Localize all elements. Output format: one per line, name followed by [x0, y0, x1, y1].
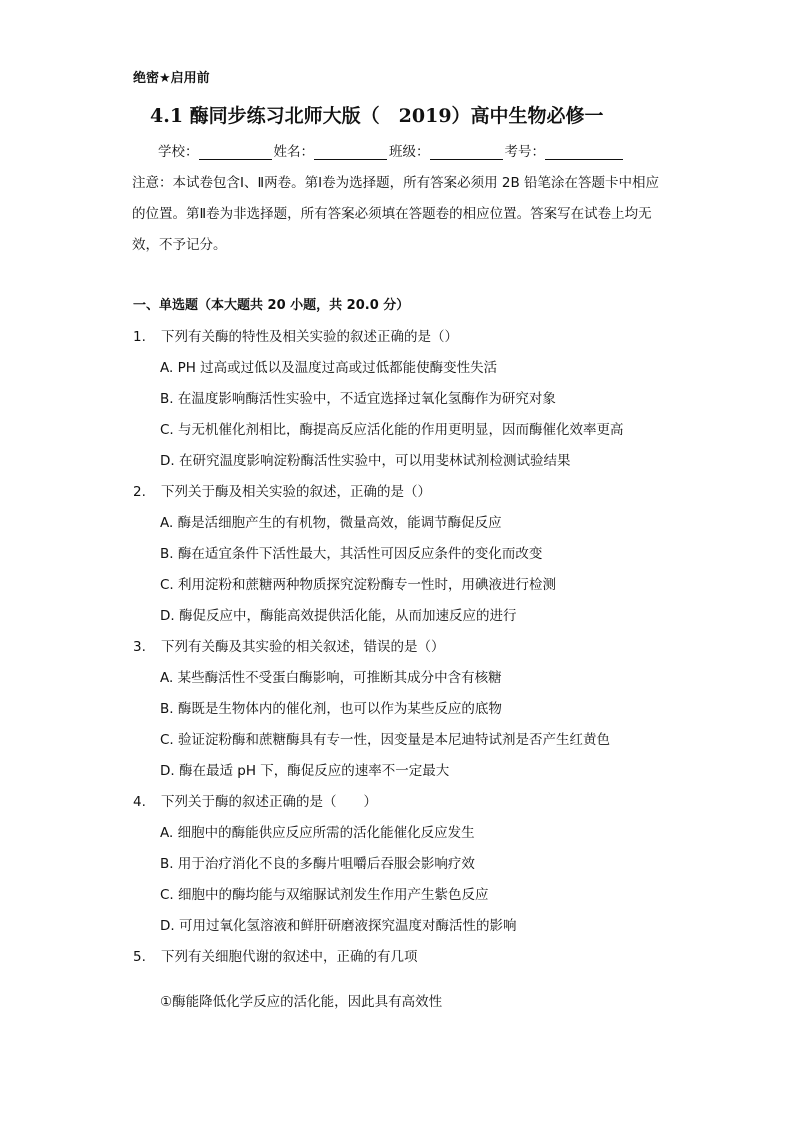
option-c[interactable]: C. 细胞中的酶均能与双缩脲试剂发生作用产生紫色反应	[160, 887, 489, 903]
option-d[interactable]: D. 可用过氧化氢溶液和鲜肝研磨液探究温度对酶活性的影响	[160, 918, 517, 934]
question-5	[133, 942, 673, 1018]
student-info-line	[158, 140, 625, 160]
question-stem: 下列有关酶及其实验的相关叙述，错误的是（）	[161, 639, 445, 655]
option-a[interactable]: A. PH 过高或过低以及温度过高或过低都能使酶变性失活	[160, 360, 498, 376]
option-c[interactable]: C. 与无机催化剂相比，酶提高反应活化能的作用更明显，因而酶催化效率更高	[160, 422, 624, 438]
option-a[interactable]: A. 某些酶活性不受蛋白酶影响，可推断其成分中含有核糖	[160, 670, 502, 686]
question-number: 5.	[133, 949, 146, 965]
exam-notice: 注意：本试卷包含Ⅰ、Ⅱ两卷。第Ⅰ卷为选择题，所有答案必须用 2B 铅笔涂在答题卡中相应的位置。第Ⅱ卷为非选择题，所有答案必须填在答题卷的相应位置。答案写在试卷上均无效，不予记分。	[132, 175, 660, 253]
exam-number-label: 考号：	[504, 144, 545, 160]
option-d[interactable]: D. 在研究温度影响淀粉酶活性实验中，可以用斐林试剂检测试验结果	[160, 453, 571, 469]
class-field[interactable]	[430, 145, 503, 160]
question-2	[133, 477, 673, 632]
option-a[interactable]: A. 细胞中的酶能供应反应所需的活化能催化反应发生	[160, 825, 475, 841]
option-c[interactable]: C. 验证淀粉酶和蔗糖酶具有专一性，因变量是本尼迪特试剂是否产生红黄色	[160, 732, 611, 748]
question-number: 3.	[133, 639, 146, 655]
question-number: 4.	[133, 794, 146, 810]
exam-number-field[interactable]	[545, 145, 623, 160]
question-number: 2.	[133, 484, 146, 500]
option-b[interactable]: B. 酶在适宜条件下活性最大，其活性可因反应条件的变化而改变	[160, 546, 543, 562]
option-d[interactable]: D. 酶在最适 pH 下，酶促反应的速率不一定最大	[160, 763, 450, 779]
question-stem: 下列有关细胞代谢的叙述中，正确的有几项	[161, 949, 418, 965]
option-b[interactable]: B. 用于治疗消化不良的多酶片咀嚼后吞服会影响疗效	[160, 856, 475, 872]
name-label: 姓名：	[273, 144, 314, 160]
class-label: 班级：	[389, 144, 430, 160]
option-a[interactable]: A. 酶是活细胞产生的有机物，微量高效，能调节酶促反应	[160, 515, 502, 531]
question-stem: 下列关于酶的叙述正确的是（ ）	[161, 794, 377, 810]
question-1	[133, 322, 673, 477]
question-number: 1.	[133, 329, 146, 345]
question-stem: 下列关于酶及相关实验的叙述，正确的是（）	[161, 484, 431, 500]
question-3	[133, 632, 673, 787]
statement-1: ①酶能降低化学反应的活化能，因此具有高效性	[160, 994, 443, 1010]
question-list	[133, 322, 673, 1018]
section-heading: 一、单选题（本大题共 20 小题，共 20.0 分）	[133, 298, 410, 313]
confidential-label: 绝密★启用前	[133, 71, 210, 86]
question-4	[133, 787, 673, 942]
option-d[interactable]: D. 酶促反应中，酶能高效提供活化能，从而加速反应的进行	[160, 608, 517, 624]
question-stem: 下列有关酶的特性及相关实验的叙述正确的是（）	[161, 329, 458, 345]
name-field[interactable]	[314, 145, 387, 160]
page-title: 4.1 酶同步练习北师大版（ 2019）高中生物必修一	[150, 105, 604, 127]
school-field[interactable]	[199, 145, 272, 160]
option-b[interactable]: B. 在温度影响酶活性实验中，不适宜选择过氧化氢酶作为研究对象	[160, 391, 556, 407]
school-label: 学校：	[158, 144, 199, 160]
option-b[interactable]: B. 酶既是生物体内的催化剂，也可以作为某些反应的底物	[160, 701, 502, 717]
option-c[interactable]: C. 利用淀粉和蔗糖两种物质探究淀粉酶专一性时，用碘液进行检测	[160, 577, 557, 593]
